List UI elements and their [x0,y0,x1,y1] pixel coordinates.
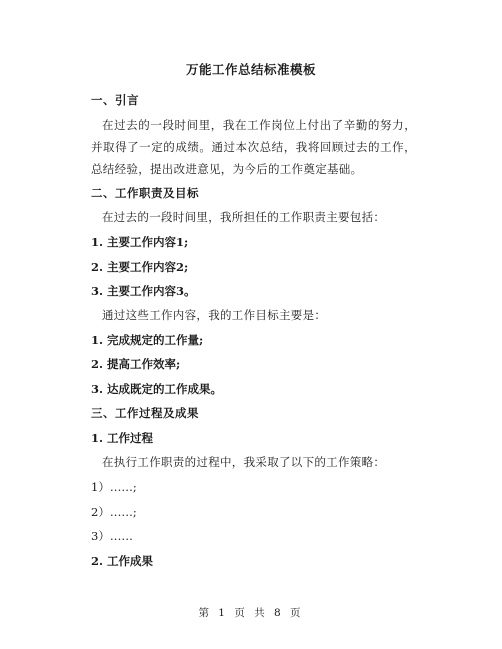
duty-item-2: 2. 主要工作内容2; [91,260,189,274]
duty-item-3: 3. 主要工作内容3。 [91,284,196,298]
subheading-work-results: 2. 工作成果 [91,554,154,568]
section-heading-duties: 二、工作职责及目标 [91,186,199,200]
strategies-intro: 在执行工作职责的过程中，我采取了以下的工作策略： [102,455,386,469]
strategy-item-3: 3）…… [91,529,133,543]
page-footer: 第 1 页 共 8 页 [198,607,304,619]
duty-item-1: 1. 主要工作内容1; [91,235,189,249]
introduction-paragraph: 在过去的一段时间里，我在工作岗位上付出了辛勤的努力，并取得了一定的成绩。通过本次总结，我将回顾过去的工作，总结经验，提出改进意见，为今后的工作奠定基础。 [91,118,416,176]
document-title: 万能工作总结标准模板 [185,62,316,77]
subheading-work-process: 1. 工作过程 [91,431,154,445]
duties-intro: 在过去的一段时间里，我所担任的工作职责主要包括： [102,210,386,224]
section-heading-process: 三、工作过程及成果 [91,406,199,420]
strategy-item-1: 1）……; [91,480,137,494]
goal-item-2: 2. 提高工作效率; [91,357,181,371]
goal-item-3: 3. 达成既定的工作成果。 [91,382,223,396]
goal-item-1: 1. 完成规定的工作量; [91,333,204,347]
goals-intro: 通过这些工作内容，我的工作目标主要是： [102,308,327,322]
strategy-item-2: 2）……; [91,505,137,519]
section-heading-introduction: 一、引言 [91,93,139,107]
